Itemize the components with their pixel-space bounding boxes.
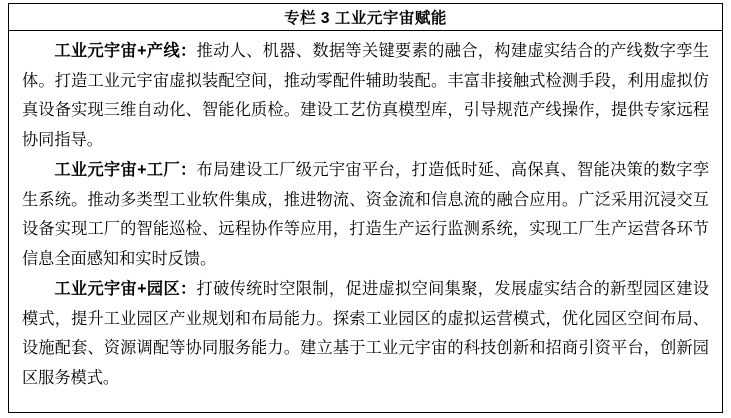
paragraph-text: 打破传统时空限制，促进虚拟空间集聚，发展虚实结合的新型园区建设模式，提升工业园区产业规划和布局能力。探索工业园区的虚拟运营模式，优化园区空间布局、设施配套、资源调配等协同服务能力。建立基于工业元宇宙的科技创新和招商引资平台，创新园区服务模式。 bbox=[22, 280, 710, 387]
feature-box-body bbox=[9, 31, 722, 412]
paragraph-lead-label: 工业元宇宙+产线： bbox=[54, 42, 197, 60]
paragraph-industrial-metaverse-production-line bbox=[22, 37, 709, 155]
paragraph-text: 推动人、机器、数据等关键要素的融合，构建虚实结合的产线数字孪生体。打造工业元宇宙虚拟装配空间，推动零配件辅助装配。丰富非接触式检测手段，利用虚拟仿真设备实现三维自动化、智能化质检。建设工艺仿真模型库，引导规范产线操作，提供专家远程协同指导。 bbox=[22, 42, 710, 149]
feature-box-title-row bbox=[9, 4, 722, 31]
feature-box bbox=[8, 3, 723, 413]
paragraph-lead-label: 工业元宇宙+工厂： bbox=[54, 161, 197, 179]
page-title: 专栏 3 工业元宇宙赋能 bbox=[284, 10, 447, 27]
paragraph-industrial-metaverse-park bbox=[22, 275, 709, 393]
paragraph-text: 布局建设工厂级元宇宙平台，打造低时延、高保真、智能决策的数字孪生系统。推动多类型工业软件集成，推进物流、资金流和信息流的融合应用。广泛采用沉浸交互设备实现工厂的智能巡检、远程协作等应用，打造生产运行监测系统，实现工厂生产运营各环节信息全面感知和实时反馈。 bbox=[22, 161, 710, 268]
paragraph-lead-label: 工业元宇宙+园区： bbox=[54, 280, 197, 298]
paragraph-industrial-metaverse-factory bbox=[22, 156, 709, 274]
